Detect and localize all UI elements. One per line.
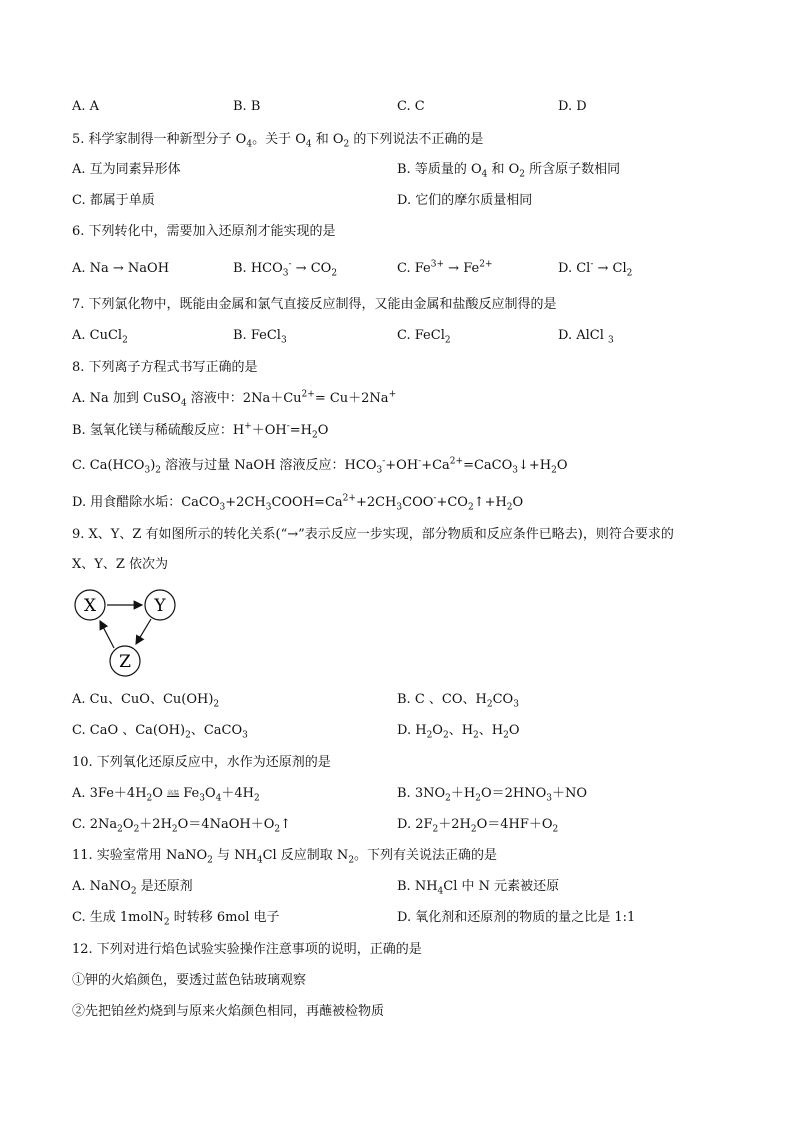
q11-stem: 11. 实验室常用 NaNO$_2$ 与 $NH_4Cl$ 反应制取 $N_2$。下列有关说法正确的是	[72, 848, 498, 866]
q6-option-a: A. Na → NaOH	[72, 261, 170, 276]
q7-option-b: B. FeCl$_3$	[233, 328, 287, 346]
q8-option-c: C. $Ca(HCO_3)_2$ 溶液与过量 NaOH 溶液反应：$HCO_3^-+OH^-+Ca^{2+}=CaCO_3↓+H_2O$	[72, 456, 568, 476]
q11-option-b: B. $NH_4Cl$ 中 N 元素被还原	[397, 879, 560, 897]
q11-option-d: D. 氧化剂和还原剂的物质的量之比是 1:1	[397, 910, 636, 925]
q12-stem: 12. 下列对进行焰色试验实验操作注意事项的说明，正确的是	[72, 942, 422, 957]
arrow-y-to-z	[136, 619, 151, 644]
q4-option-d: D. D	[558, 99, 587, 114]
q10-option-b: B. $3NO_2+H_2O=2HNO_3+NO$	[397, 786, 588, 804]
q6-option-d: D. $Cl^- \to Cl_2$	[558, 259, 633, 279]
q6-option-b: B. $HCO_3^- \to CO_2$	[233, 259, 338, 279]
q8-option-d: D. 用食醋除水垢：$CaCO_3+2CH_3COOH=Ca^{2+}+2CH_3COO^-+CO_2↑+H_2O$	[72, 493, 524, 513]
q12-item-1: ①钾的火焰颜色，要透过蓝色钴玻璃观察	[72, 973, 307, 988]
q11-option-a: A. NaNO$_2$ 是还原剂	[72, 879, 193, 897]
q7-stem: 7. 下列氯化物中，既能由金属和氯气直接反应制得，又能由金属和盐酸反应制得的是	[72, 297, 557, 312]
node-z-label: Z	[119, 652, 131, 672]
q10-option-c: C. $2Na_2O_2+2H_2O=4NaOH+O_2↑$	[72, 817, 291, 835]
q4-option-b: B. B	[233, 99, 261, 114]
q10-option-d: D. $2F_2+2H_2O=4HF+O_2$	[397, 817, 559, 835]
q11-option-c: C. 生成 1molN$_2$ 时转移 6mol 电子	[72, 910, 280, 928]
q8-stem: 8. 下列离子方程式书写正确的是	[72, 360, 258, 375]
q4-option-a: A. A	[72, 99, 100, 114]
condition-label: 高温	[167, 790, 180, 797]
q5-option-a: A. 互为同素异形体	[72, 162, 181, 177]
q6-option-c: C. $Fe^{3+} \to Fe^{2+}$	[397, 259, 493, 276]
q9-option-c: C. CaO 、$Ca(OH)_2$、CaCO$_3$	[72, 723, 248, 741]
q12-item-2: ②先把铂丝灼烧到与原来火焰颜色相同，再蘸被检物质	[72, 1004, 385, 1019]
q9-option-b: B. C 、CO、$H_2CO_3$	[397, 692, 519, 710]
q9-option-d: D. $H_2O_2$、$H_2$、$H_2O$	[397, 723, 520, 741]
q6-stem: 6. 下列转化中，需要加入还原剂才能实现的是	[72, 224, 336, 239]
q9-stem-line1: 9. X、Y、Z 有如图所示的转化关系(“→”表示反应一步实现，部分物质和反应条件已略去)，则符合要求的	[72, 527, 674, 542]
q5-stem: 5. 科学家制得一种新型分子 $O_4$。关于 $O_4$ 和 $O_2$ 的下列说法不正确的是	[72, 132, 484, 150]
node-y-label: Y	[154, 596, 166, 616]
q9-option-a: A. Cu、CuO、$Cu(OH)_2$	[72, 692, 220, 710]
q8-option-a: A. Na 加到 CuSO$_4$ 溶液中：$2Na+Cu^{2+}= Cu+2Na^+$	[72, 389, 397, 409]
arrow-z-to-x	[100, 621, 114, 648]
q9-cycle-diagram	[72, 588, 182, 680]
q8-option-b: B. 氢氧化镁与稀硫酸反应：$H^++OH^-=H_2O$	[72, 421, 329, 441]
q9-stem-line2: X、Y、Z 依次为	[72, 557, 169, 572]
q7-option-c: C. FeCl$_2$	[397, 328, 451, 346]
node-x-label: X	[83, 596, 97, 616]
q5-option-c: C. 都属于单质	[72, 193, 155, 208]
q7-option-a: A. CuCl$_2$	[72, 328, 128, 346]
q5-option-d: D. 它们的摩尔质量相同	[397, 193, 533, 208]
q7-option-d: D. AlCl $_3$	[558, 328, 614, 346]
q5-option-b: B. 等质量的 $O_4$ 和 $O_2$ 所含原子数相同	[397, 162, 621, 180]
q4-option-c: C. C	[397, 99, 425, 114]
q10-option-a: A. $3Fe+4H_2O$ 高温 $Fe_3O_4+4H_2$	[72, 786, 260, 804]
q10-stem: 10. 下列氧化还原反应中，水作为还原剂的是	[72, 755, 331, 770]
